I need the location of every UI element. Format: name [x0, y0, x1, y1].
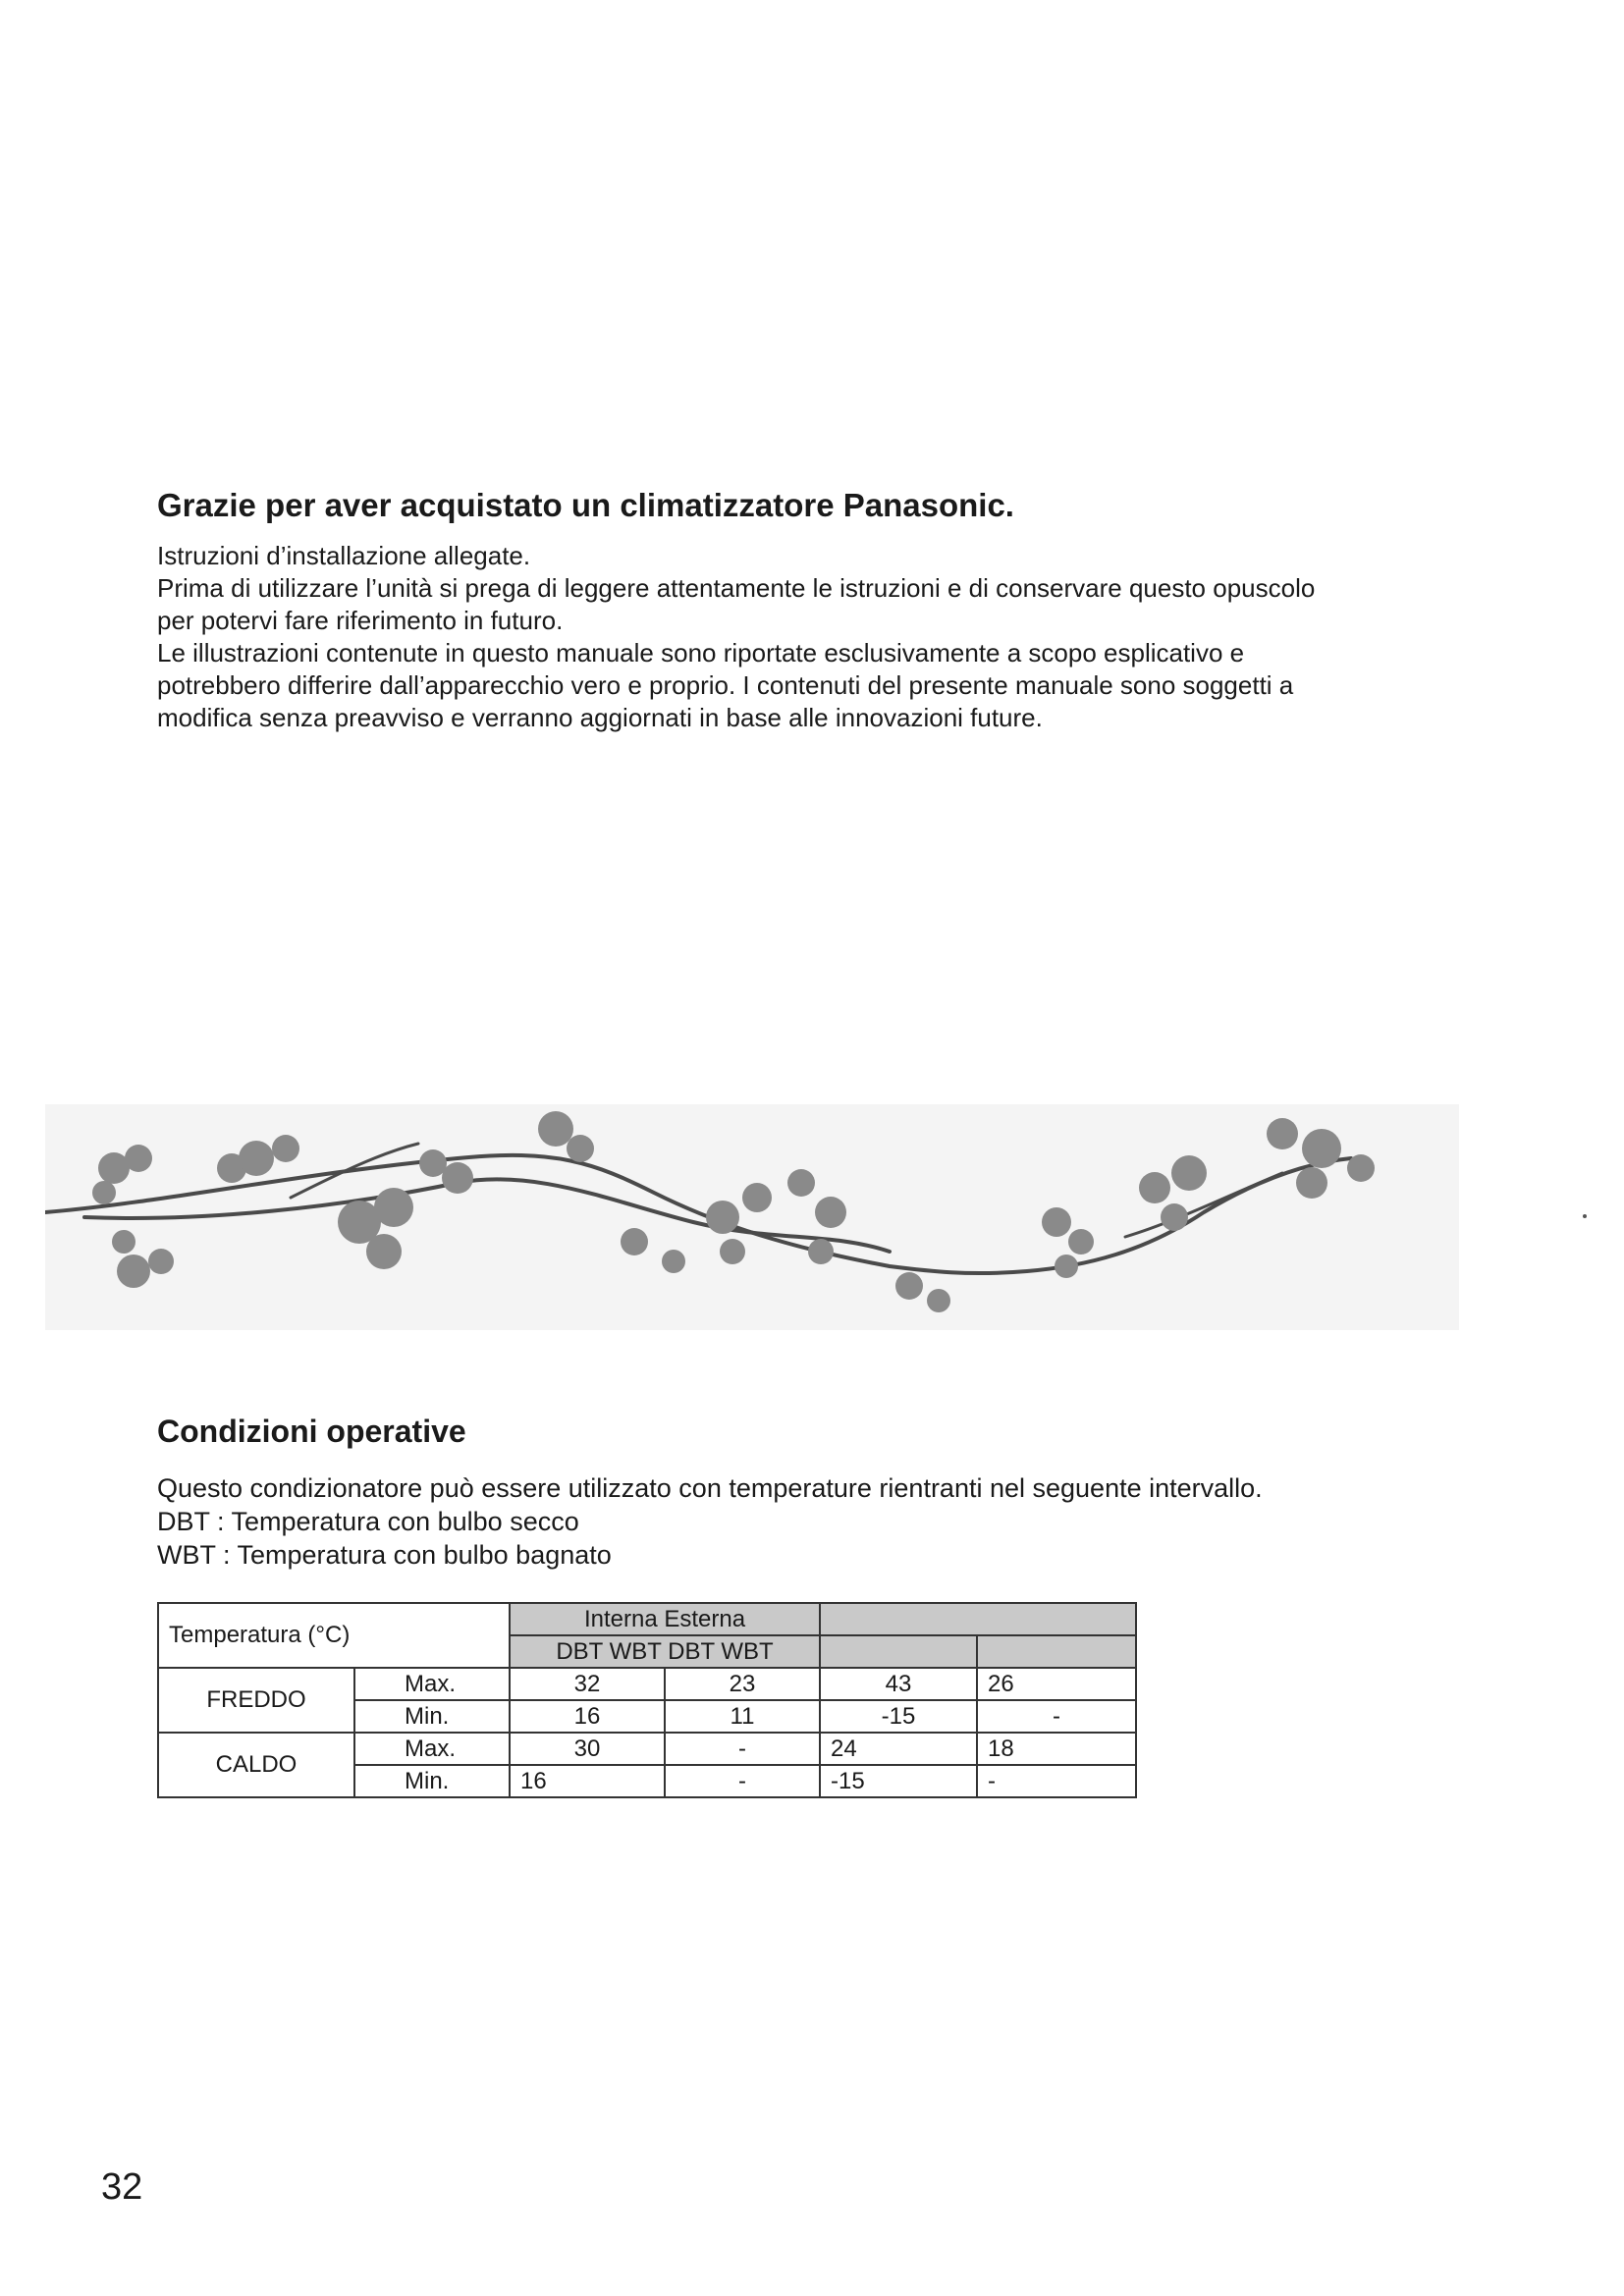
header-empty [820, 1603, 1136, 1635]
value-cell: -15 [820, 1700, 977, 1733]
value-cell: 16 [510, 1700, 665, 1733]
value-cell: 23 [665, 1668, 820, 1700]
decorative-vine-illustration [45, 1104, 1459, 1330]
value-cell: - [977, 1765, 1136, 1797]
value-cell: 26 [977, 1668, 1136, 1700]
temperature-label: Temperatura (°C) [158, 1603, 510, 1668]
intro-line: Le illustrazioni contenute in questo manuale sono riportate esclusivamente a scopo esplicativo e [157, 638, 1245, 667]
limit-cell: Max. [354, 1668, 510, 1700]
value-cell: 30 [510, 1733, 665, 1765]
table-row [158, 1733, 1136, 1765]
conditions-line: DBT : Temperatura con bulbo secco [157, 1507, 579, 1536]
intro-line: per potervi fare riferimento in futuro. [157, 606, 564, 635]
intro-line: Istruzioni d’installazione allegate. [157, 541, 531, 570]
value-cell: 16 [510, 1765, 665, 1797]
header-empty [977, 1635, 1136, 1668]
intro-section [157, 487, 1532, 734]
operating-conditions-section [157, 1414, 1532, 1572]
mode-cell: CALDO [158, 1733, 354, 1797]
header-empty [820, 1635, 977, 1668]
conditions-title: Condizioni operative [157, 1414, 466, 1449]
value-cell: -15 [820, 1765, 977, 1797]
intro-line: potrebbero differire dall’apparecchio vero e proprio. I contenuti del presente manuale sono soggetti a [157, 670, 1294, 700]
value-cell: - [665, 1733, 820, 1765]
intro-title: Grazie per aver acquistato un climatizzatore Panasonic. [157, 487, 1014, 523]
value-cell: 11 [665, 1700, 820, 1733]
limit-cell: Min. [354, 1765, 510, 1797]
table-row [158, 1668, 1136, 1700]
value-cell: 24 [820, 1733, 977, 1765]
value-cell: 32 [510, 1668, 665, 1700]
table-header-row [158, 1603, 1136, 1635]
conditions-line: Questo condizionatore può essere utilizzato con temperature rientranti nel seguente intervallo. [157, 1473, 1263, 1503]
value-cell: 43 [820, 1668, 977, 1700]
vine-background [45, 1104, 1459, 1330]
limit-cell: Max. [354, 1733, 510, 1765]
limit-cell: Min. [354, 1700, 510, 1733]
header-interna-esterna: Interna Esterna [510, 1603, 820, 1635]
mode-cell: FREDDO [158, 1668, 354, 1733]
stray-dot [1583, 1214, 1587, 1218]
header-dbt-wbt: DBT WBT DBT WBT [510, 1635, 820, 1668]
value-cell: 18 [977, 1733, 1136, 1765]
intro-line: modifica senza preavviso e verranno aggiornati in base alle innovazioni future. [157, 703, 1043, 732]
value-cell: - [977, 1700, 1136, 1733]
intro-line: Prima di utilizzare l’unità si prega di leggere attentamente le istruzioni e di conservare questo opuscolo [157, 573, 1316, 603]
operating-conditions-table [157, 1602, 1137, 1798]
value-cell: - [665, 1765, 820, 1797]
conditions-line: WBT : Temperatura con bulbo bagnato [157, 1540, 612, 1570]
page-number: 32 [101, 2166, 143, 2208]
